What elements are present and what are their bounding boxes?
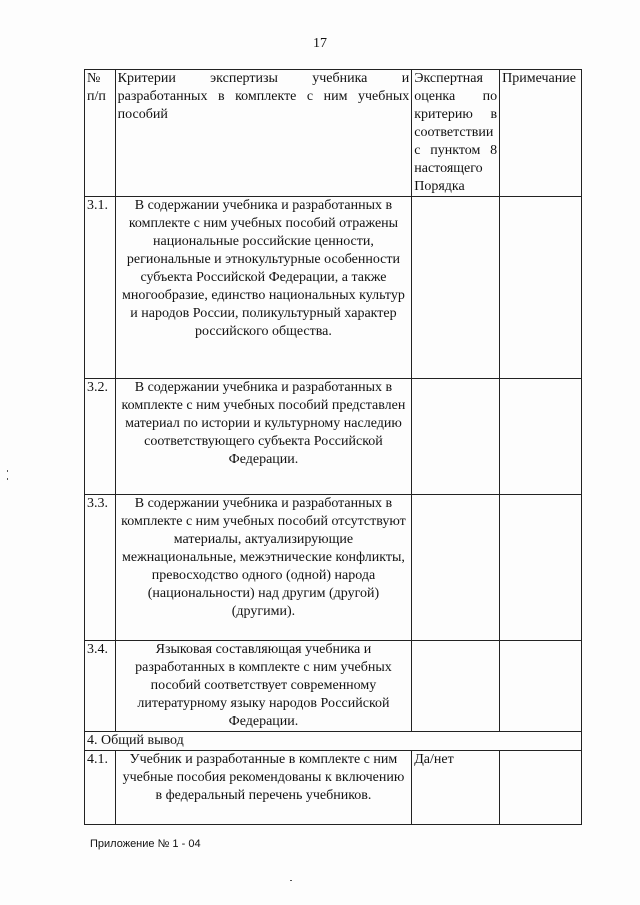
- row-score: [412, 379, 500, 495]
- section-title: 4. Общий вывод: [85, 732, 582, 751]
- header-criteria: Критерии экспертизы учебника и разработанных в комплекте с ним учебных пособий: [115, 70, 412, 197]
- row-note: [500, 641, 582, 732]
- row-note: [500, 197, 582, 379]
- row-note: [500, 751, 582, 825]
- scan-mark: [7, 478, 8, 480]
- row-num: 3.2.: [85, 379, 116, 495]
- row-score: [412, 641, 500, 732]
- scan-mark: [7, 470, 8, 472]
- table-row: [85, 495, 582, 641]
- table-header-row: [85, 70, 582, 197]
- row-criterion: В содержании учебника и разработанных в комплекте с ним учебных пособий отсутствуют материалы, актуализирующие межнациональные, межэтнические конфликты, превосходство одного (одной) народа (национальности) над другим (другой) (другими).: [115, 495, 412, 641]
- footer-annotation: Приложение № 1 - 04: [90, 838, 201, 850]
- row-score: [412, 495, 500, 641]
- table-row: [85, 641, 582, 732]
- row-note: [500, 495, 582, 641]
- page-number: 17: [313, 36, 327, 51]
- row-score: Да/нет: [412, 751, 500, 825]
- row-num: 3.1.: [85, 197, 116, 379]
- row-num: 4.1.: [85, 751, 116, 825]
- row-criterion: В содержании учебника и разработанных в комплекте с ним учебных пособий представлен материал по истории и культурному наследию соответствующего субъекта Российской Федерации.: [115, 379, 412, 495]
- row-criterion: Учебник и разработанные в комплекте с ним учебные пособия рекомендованы к включению в федеральный перечень учебников.: [115, 751, 412, 825]
- row-criterion: Языковая составляющая учебника и разработанных в комплекте с ним учебных пособий соответствует современному литературному языку народов Российской Федерации.: [115, 641, 412, 732]
- row-criterion: В содержании учебника и разработанных в комплекте с ним учебных пособий отражены национальные российские ценности, региональные и этнокультурные особенности субъекта Российской Федерации, а также многообразие, единство национальных культур и народов России, поликультурный характер российского общества.: [115, 197, 412, 379]
- row-num: 3.3.: [85, 495, 116, 641]
- header-note: Примечание: [500, 70, 582, 197]
- header-score: Экспертная оценка по критерию в соответствии с пунктом 8 настоящего Порядка: [412, 70, 500, 197]
- table-row: [85, 379, 582, 495]
- section-row: [85, 732, 582, 751]
- header-num: № п/п: [85, 70, 116, 197]
- table-row: [85, 197, 582, 379]
- evaluation-table: [84, 69, 582, 825]
- scan-mark: [290, 880, 292, 881]
- conclusion-row: [85, 751, 582, 825]
- row-num: 3.4.: [85, 641, 116, 732]
- row-note: [500, 379, 582, 495]
- row-score: [412, 197, 500, 379]
